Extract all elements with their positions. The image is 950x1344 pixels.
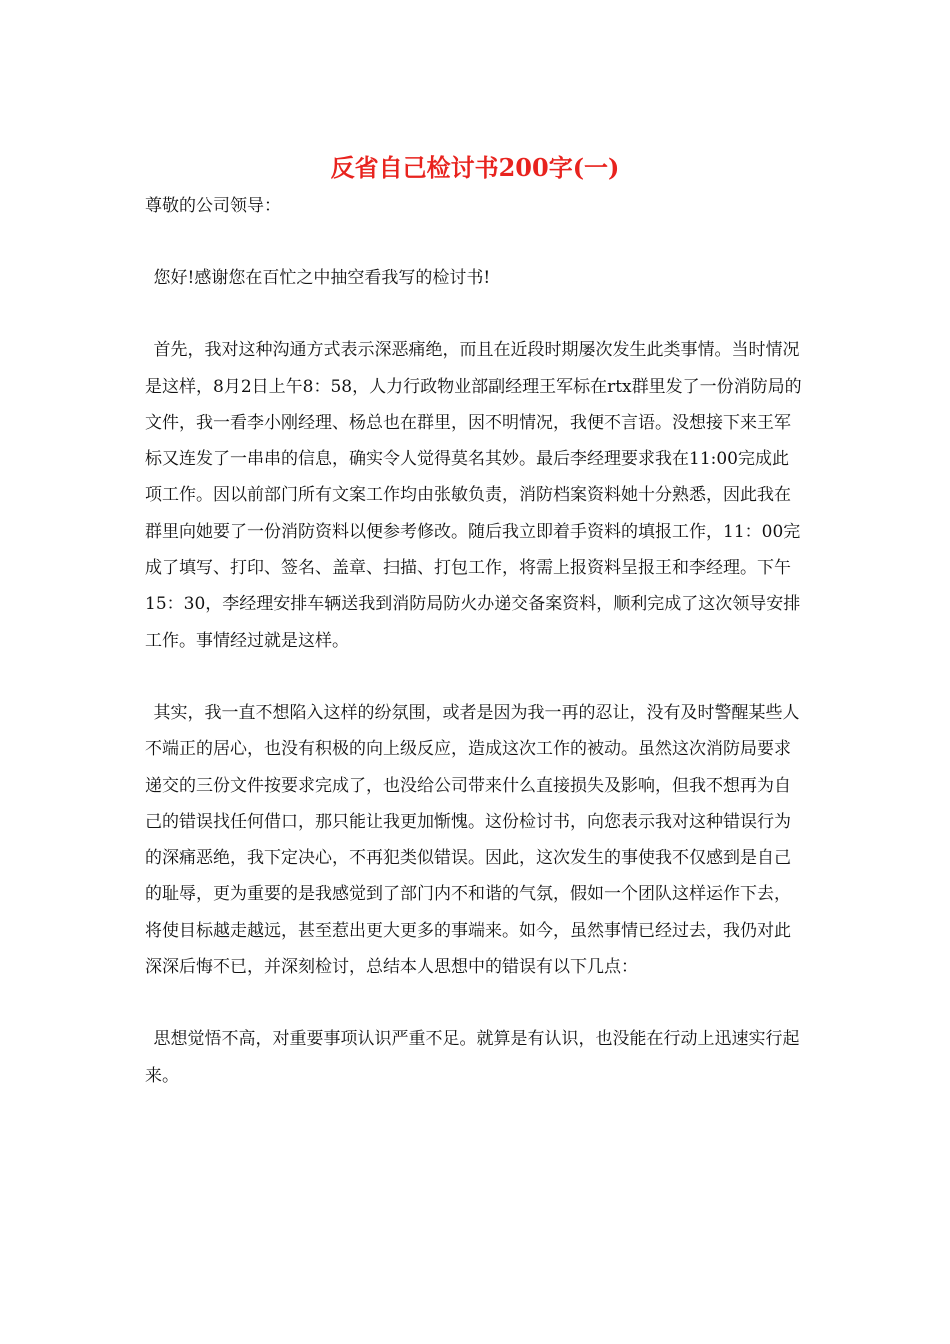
document-title: 反省自己检讨书200字(一) (330, 153, 620, 182)
paragraph-events: 首先，我对这种沟通方式表示深恶痛绝，而且在近段时期屡次发生此类事情。当时情况是这样，8月2日上午8：58，人力行政物业部副经理王军标在rtx群里发了一份消防局的文件，我一看李小刚经理、杨总也在群里，因不明情况，我便不言语。没想接下来王军标又连发了一串串的信息，确实令人觉得莫名其妙。最后李经理要求我在11:00完成此项工作。因以前部门所有文案工作均由张敏负责，消防档案资料她十分熟悉，因此我在群里向她要了一份消防资料以便参考修改。随后我立即着手资料的填报工作，11：00完成了填写、打印、签名、盖章、扫描、打包工作，将需上报资料呈报王和李经理。下午15：30，李经理安排车辆送我到消防局防火办递交备案资料，顺利完成了这次领导安排工作。事情经过就是这样。 (145, 340, 802, 651)
paragraph-point-one: 思想觉悟不高，对重要事项认识严重不足。就算是有认识，也没能在行动上迅速实行起来。 (145, 1029, 800, 1086)
paragraph-greeting: 您好!感谢您在百忙之中抽空看我写的检讨书! (153, 268, 491, 288)
salutation: 尊敬的公司领导： (145, 196, 281, 216)
paragraph-reflection: 其实，我一直不想陷入这样的纷氛围，或者是因为我一再的忍让，没有及时警醒某些人不端正的居心，也没有积极的向上级反应，造成这次工作的被动。虽然这次消防局要求递交的三份文件按要求完成了，也没给公司带来什么直接损失及影响，但我不想再为自己的错误找任何借口，那只能让我更加惭愧。这份检讨书，向您表示我对这种错误行为的深痛恶绝，我下定决心，不再犯类似错误。因此，这次发生的事使我不仅感到是自己的耻辱，更为重要的是我感觉到了部门内不和谐的气氛，假如一个团队这样运作下去，将使目标越走越远，甚至惹出更大更多的事端来。如今，虽然事情已经过去，我仍对此深深后悔不已，并深刻检讨，总结本人思想中的错误有以下几点： (145, 702, 800, 978)
document-page (145, 150, 805, 1094)
